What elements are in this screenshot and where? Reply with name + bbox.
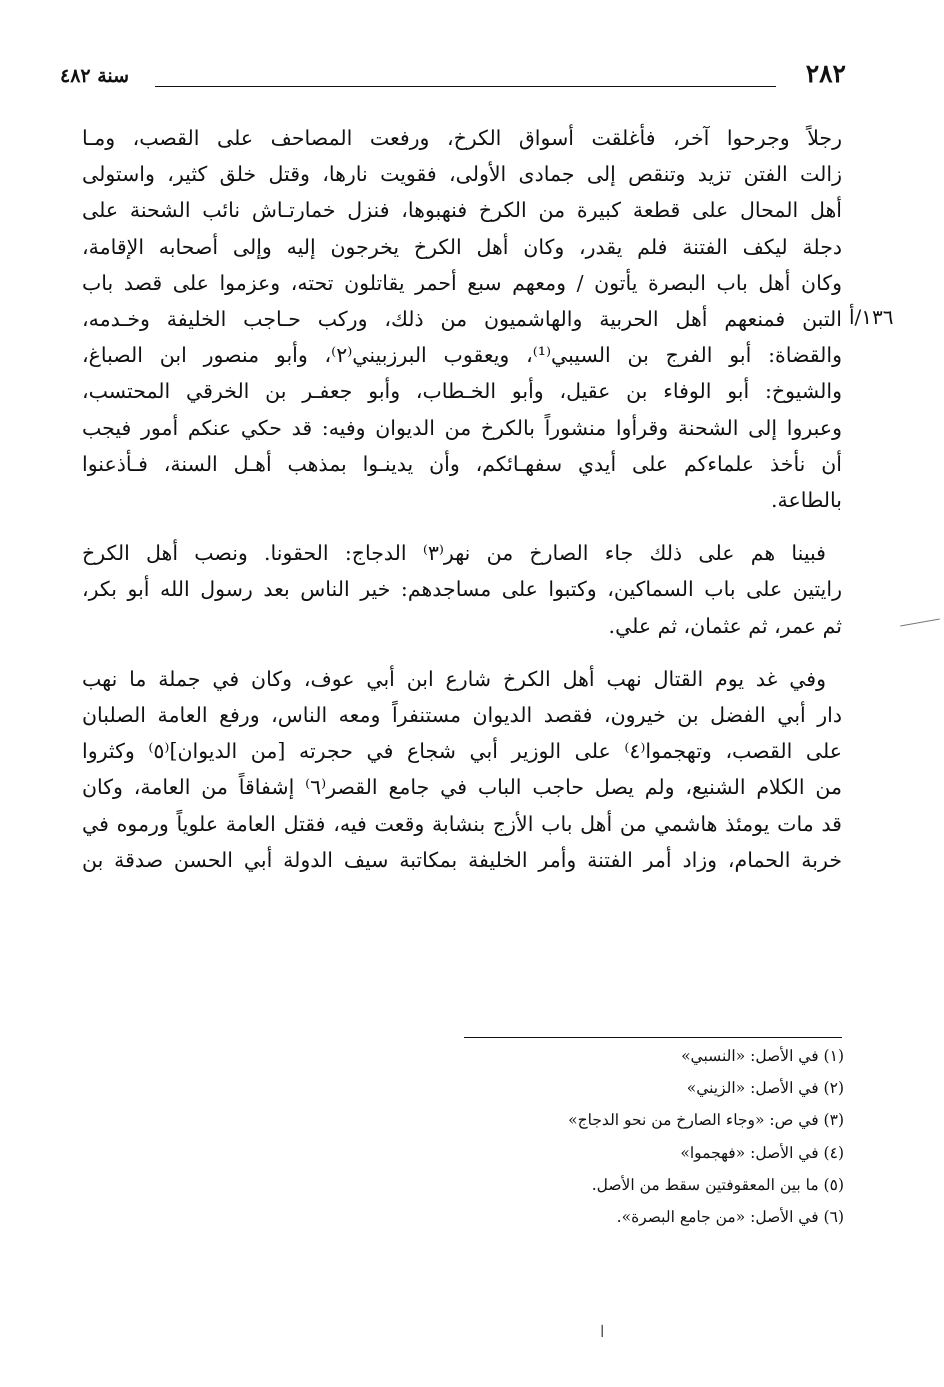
footnote-1: (١) في الأصل: «النسبي» (681, 1047, 844, 1065)
running-head: سنة ٤٨٢ (60, 65, 130, 87)
footnote-2: (٢) في الأصل: «الزيني» (686, 1079, 844, 1098)
text-line: أن نأخذ علماءكم على أيدي سفهـائكم، وأن يدينـوا بمذهب أهـل السنة، فـأذعنوا (82, 451, 842, 476)
footnote-6: (٦) في الأصل: «من جامع البصرة». (616, 1208, 844, 1227)
text-line: على القصب، وتهجموا⁽٤⁾ على الوزير أبي شجاع في حجرته [من الديوان]⁽٥⁾ وكثروا (82, 739, 842, 764)
text-line: ثم عمر، ثم عثمان، ثم علي. (608, 613, 842, 638)
text-line: دجلة ليكف الفتنة فلم يقدر، وكان أهل الكرخ يخرجون إليه وإلى أصحابه الإقامة، (82, 234, 842, 259)
text-line: خربة الحمام، وزاد أمر الفتنة وأمر الخليفة بمكاتبة سيف الدولة أبي الحسن صدقة بن (82, 847, 842, 872)
text-line: أهل المحال على قطعة كبيرة من الكرخ فنهبوها، فنزل خمارتـاش نائب الشحنة على (82, 198, 842, 223)
footnote-rule (464, 1037, 842, 1038)
page-number: ٢٨٢ (805, 59, 846, 88)
footnote-5: (٥) ما بين المعقوفتين سقط من الأصل. (591, 1175, 844, 1194)
header-rule (155, 86, 776, 87)
text-line: والقضاة: أبو الفرج بن السيبي⁽¹⁾، ويعقوب البرزبيني⁽٢⁾، وأبو منصور ابن الصباغ، (82, 343, 842, 368)
text-line: وفي غد يوم القتال نهب أهل الكرخ شارع ابن أبي عوف، وكان في جملة ما نهب (82, 666, 826, 691)
paragraph-2 (82, 535, 842, 644)
text-line: قد مات يومئذ هاشمي من أهل باب الأزج بنشابة وقعت فيه، فقتل العامة علوياً ورموه في (82, 811, 842, 836)
footnotes (344, 1040, 844, 1233)
manuscript-folio-note: ١٣٦/أ (849, 305, 894, 329)
text-line: رايتين على باب السماكين، وكتبوا على مساجدهم: خير الناس بعد رسول الله أبو بكر، (82, 577, 842, 602)
text-line: والشيوخ: أبو الوفاء بن عقيل، وأبو الخـطاب، وأبو جعفـر بن الخرقي المحتسب، (82, 379, 842, 404)
footnote-4: (٤) في الأصل: «فهجموا» (680, 1143, 844, 1162)
text-line: وعبروا إلى الشحنة وقرأوا منشوراً بالكرخ من الديوان وفيه: قد حكي عنكم أمور فيجب (82, 415, 842, 440)
page-header (60, 58, 846, 98)
text-line: زالت الفتن تزيد وتنقص إلى جمادى الأولى، فقويت نارها، وقتل خلق كثير، واستولى (82, 162, 842, 187)
scan-mark: ا (600, 1322, 605, 1341)
text-line: من الكلام الشنيع، ولم يصل حاجب الباب في جامع القصر⁽٦⁾ إشفاقاً من العامة، وكان (82, 775, 842, 800)
text-line: رجلاً وجرحوا آخر، فأغلقت أسواق الكرخ، ورفعت المصاحف على القصب، ومـا (82, 126, 842, 150)
text-line: فبينا هم على ذلك جاء الصارخ من نهر⁽٣⁾ الدجاج: الحقونا. ونصب أهل الكرخ (82, 541, 826, 566)
stray-pencil-mark (900, 619, 940, 627)
paragraph-1 (82, 120, 842, 518)
text-line: دار أبي الفضل بن خيرون، فقصد الديوان مستنفراً ومعه الناس، ورفع العامة الصلبان (82, 703, 842, 728)
main-text (82, 120, 842, 878)
text-line: التبن فمنعهم أهل الحربية والهاشميون من ذلك، وركب حـاجب الخليفة وخـدمه، (82, 307, 842, 332)
text-line: وكان أهل باب البصرة يأتون / ومعهم سبع أحمر يقاتلون تحته، وعزموا على قصد باب (82, 270, 842, 295)
text-line: بالطاعة. (771, 488, 842, 513)
paragraph-3 (82, 661, 842, 878)
footnote-3: (٣) في ص: «وجاء الصارخ من نحو الدجاج» (568, 1111, 844, 1130)
